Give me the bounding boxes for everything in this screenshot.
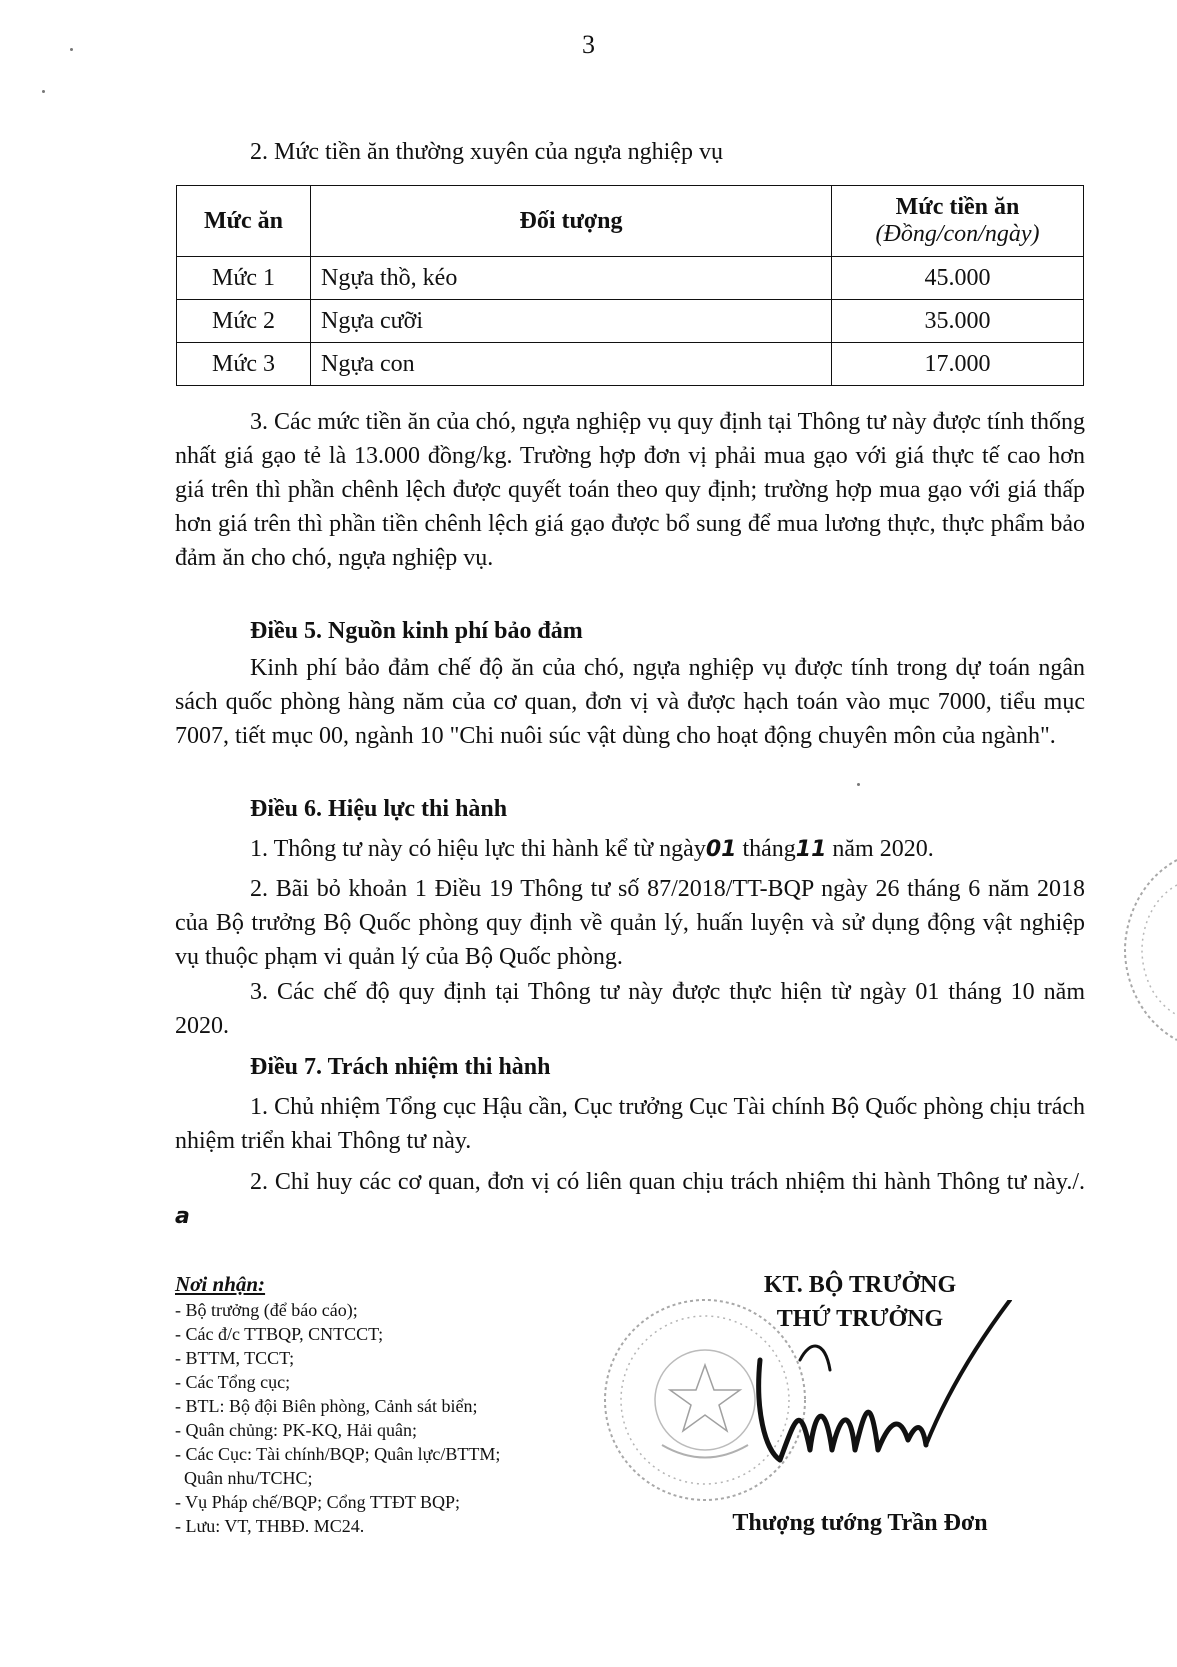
page-number: 3 bbox=[582, 30, 595, 59]
signer-title-2: THỨ TRƯỞNG bbox=[776, 1306, 944, 1332]
article-5-body: Kinh phí bảo đảm chế độ ăn của chó, ngựa nghiệp vụ được tính trong dự toán ngân sách quốc phòng hàng năm của cơ quan, đơn vị và được hạch toán vào mục 7000, tiểu mục 7007, tiết mục 00, ngành 10 "Chi nuôi súc vật dùng cho hoạt động chuyên môn của ngành". bbox=[175, 655, 1085, 749]
recipients-title: Nơi nhận: bbox=[175, 1272, 266, 1296]
row-level: Mức 3 bbox=[177, 343, 311, 386]
table-row bbox=[177, 343, 1084, 386]
table-row bbox=[177, 300, 1084, 343]
recipient-item: Quân nhu/TCHC; bbox=[175, 1468, 313, 1488]
recipient-item: - Các đ/c TTBQP, CNTCCT; bbox=[175, 1324, 384, 1344]
article-7-para-1: 1. Chủ nhiệm Tổng cục Hậu cần, Cục trưởng Cục Tài chính Bộ Quốc phòng chịu trách nhiệm triển khai Thông tư này. bbox=[175, 1094, 1085, 1154]
handwritten-month: 11 bbox=[795, 837, 827, 862]
recipient-item: - Quân chủng: PK-KQ, Hải quân; bbox=[175, 1420, 417, 1440]
recipients-block bbox=[175, 1272, 595, 1538]
feed-rate-table bbox=[176, 185, 1084, 386]
table-row bbox=[177, 257, 1084, 300]
effective-text-a: 1. Thông tư này có hiệu lực thi hành kể từ ngày bbox=[250, 836, 706, 862]
recipient-item: - Bộ trưởng (để báo cáo); bbox=[175, 1300, 358, 1320]
header-rate bbox=[832, 186, 1084, 257]
recipient-item: - Các Cục: Tài chính/BQP; Quân lực/BTTM; bbox=[175, 1444, 501, 1464]
signer-name: Thượng tướng Trần Đơn bbox=[732, 1510, 988, 1536]
recipient-item: - BTTM, TCCT; bbox=[175, 1348, 295, 1368]
scan-speck bbox=[42, 90, 45, 93]
recipient-item: - Lưu: VT, THBĐ. MC24. bbox=[175, 1516, 365, 1536]
row-rate: 45.000 bbox=[832, 257, 1084, 300]
scan-speck bbox=[857, 783, 860, 786]
recipient-item: - Các Tổng cục; bbox=[175, 1372, 291, 1392]
header-rate-unit: (Đồng/con/ngày) bbox=[875, 221, 1040, 247]
effective-text-c: năm 2020. bbox=[826, 836, 934, 862]
effective-text-b: tháng bbox=[736, 836, 796, 862]
article-6-para-2: 2. Bãi bỏ khoản 1 Điều 19 Thông tư số 87/2018/TT-BQP ngày 26 tháng 6 năm 2018 của Bộ trưởng Bộ Quốc phòng quy định về quản lý, huấn luyện và sử dụng động vật nghiệp vụ thuộc phạm vi quản lý của Bộ Quốc phòng. bbox=[175, 876, 1085, 970]
handwritten-day: 01 bbox=[705, 837, 737, 862]
article-6-para-1 bbox=[175, 832, 1085, 867]
row-level: Mức 1 bbox=[177, 257, 311, 300]
edge-seal-icon bbox=[1120, 850, 1177, 1050]
header-subject: Đối tượng bbox=[311, 186, 832, 257]
row-rate: 35.000 bbox=[832, 300, 1084, 343]
article-6-para-3: 3. Các chế độ quy định tại Thông tư này được thực hiện từ ngày 01 tháng 10 năm 2020. bbox=[175, 979, 1085, 1039]
recipient-item: - Vụ Pháp chế/BQP; Cổng TTĐT BQP; bbox=[175, 1492, 461, 1512]
row-level: Mức 2 bbox=[177, 300, 311, 343]
recipient-item: - BTL: Bộ đội Biên phòng, Cảnh sát biển; bbox=[175, 1396, 478, 1416]
header-rate-label: Mức tiền ăn bbox=[895, 194, 1020, 220]
scan-speck bbox=[70, 48, 73, 51]
article-7-para-2-text: 2. Chỉ huy các cơ quan, đơn vị có liên quan chịu trách nhiệm thi hành Thông tư này./. bbox=[250, 1169, 1085, 1195]
row-rate: 17.000 bbox=[832, 343, 1084, 386]
handwritten-initials: a bbox=[175, 1204, 190, 1229]
article-5-title: Điều 5. Nguồn kinh phí bảo đảm bbox=[250, 618, 583, 644]
paragraph-3: 3. Các mức tiền ăn của chó, ngựa nghiệp vụ quy định tại Thông tư này được tính thống nhất giá gạo tẻ là 13.000 đồng/kg. Trường hợp đơn vị phải mua gạo với giá thực tế cao hơn giá trên thì phần chênh lệch được quyết toán theo quy định; trường hợp mua gạo với giá thấp hơn giá trên thì phần tiền chênh lệch giá gạo được bổ sung để mua lương thực, thực phẩm bảo đảm ăn cho chó, ngựa nghiệp vụ. bbox=[175, 409, 1085, 571]
signer-title-1: KT. BỘ TRƯỞNG bbox=[763, 1272, 957, 1298]
table-header-row bbox=[177, 186, 1084, 257]
article-6-title: Điều 6. Hiệu lực thi hành bbox=[250, 796, 508, 822]
section2-title: 2. Mức tiền ăn thường xuyên của ngựa nghiệp vụ bbox=[250, 139, 723, 165]
article-7-title: Điều 7. Trách nhiệm thi hành bbox=[250, 1054, 551, 1080]
row-subject: Ngựa con bbox=[311, 343, 832, 386]
row-subject: Ngựa thồ, kéo bbox=[311, 257, 832, 300]
signer-block bbox=[640, 1268, 1080, 1336]
row-subject: Ngựa cưỡi bbox=[311, 300, 832, 343]
article-7-para-2 bbox=[175, 1165, 1085, 1234]
header-level: Mức ăn bbox=[177, 186, 311, 257]
